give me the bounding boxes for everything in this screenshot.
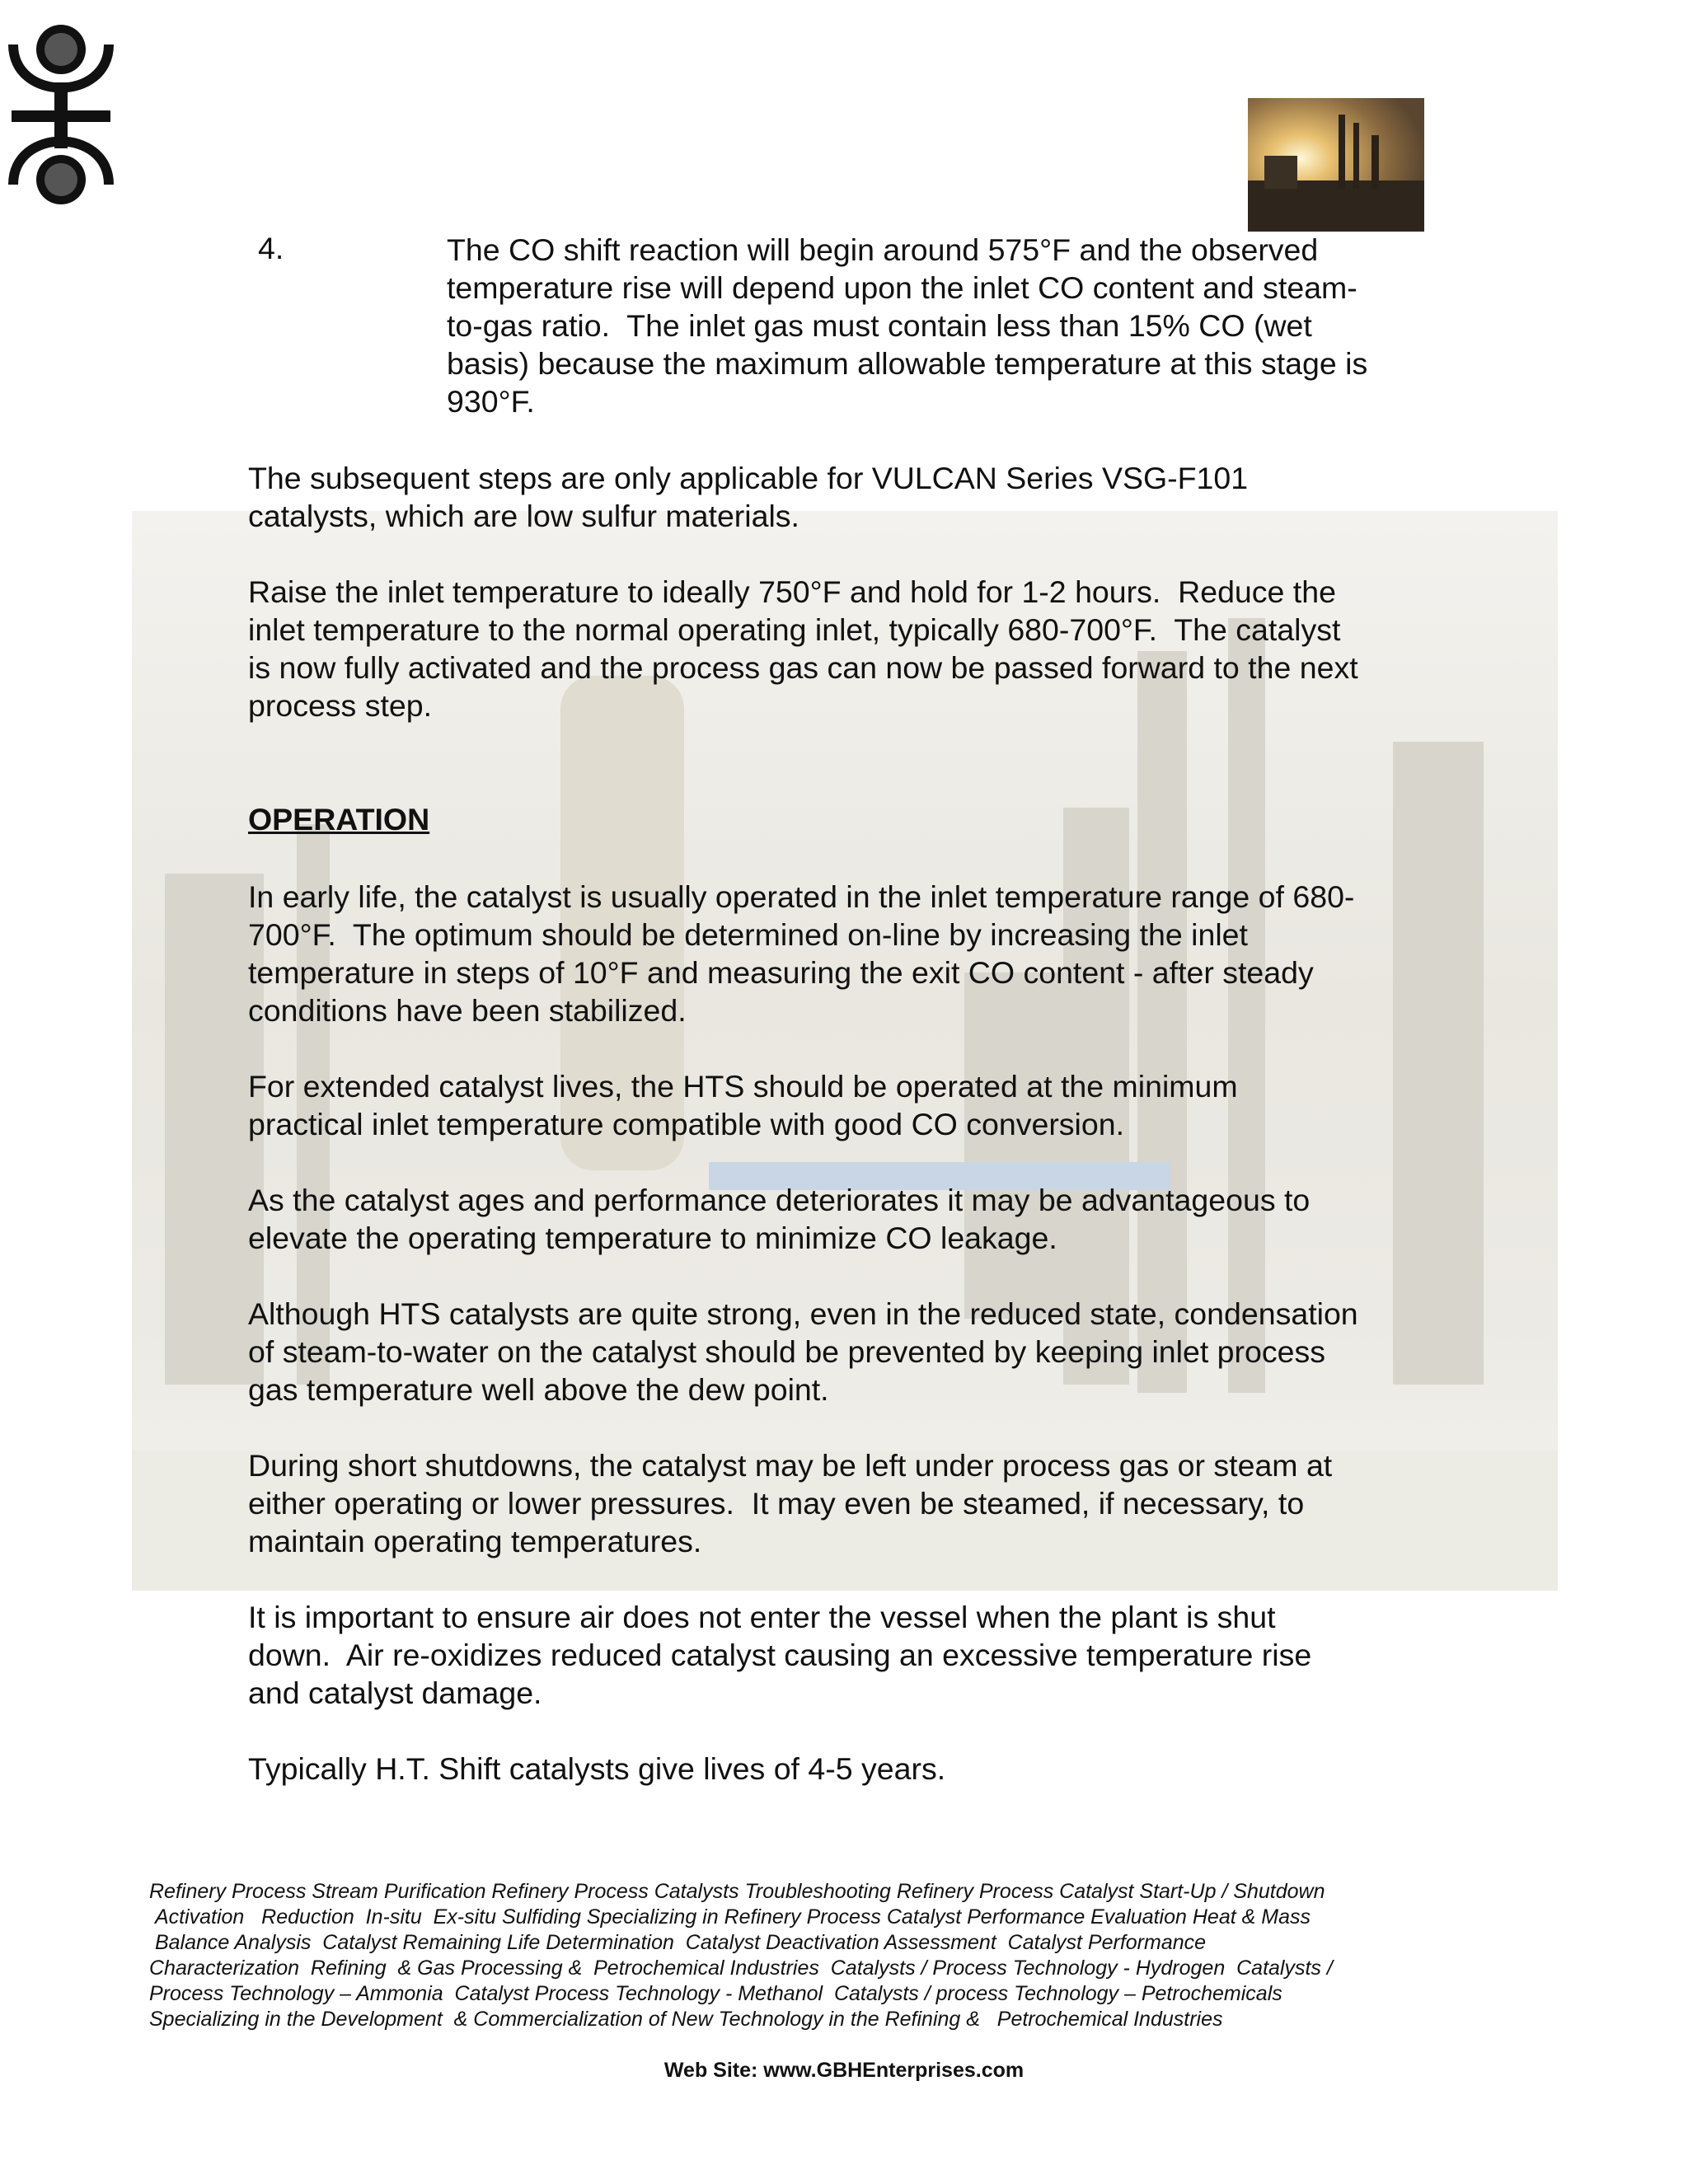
- paragraph-extended-lives: For extended catalyst lives, the HTS should be operated at the minimum practical inlet temperature compatible with good CO conversion.: [248, 1069, 1238, 1141]
- paragraph-early-life: In early life, the catalyst is usually operated in the inlet temperature range of 680- 700°F. The optimum should be determined on-line by increasing the inlet temperature in steps of 10°F and measuring the exit CO content - after steady conditions have been stabilized.: [248, 879, 1355, 1028]
- footer-website[interactable]: Web Site: www.GBHEnterprises.com: [663, 2059, 1025, 2082]
- paragraph-catalyst-ages: As the catalyst ages and performance deteriorates it may be advantageous to elevate the operating temperature to minimize CO leakage.: [248, 1183, 1311, 1255]
- paragraph-subsequent-steps: The subsequent steps are only applicable for VULCAN Series VSG-F101 catalysts, which are low sulfur materials.: [248, 461, 1249, 533]
- list-item-number: 4.: [258, 231, 284, 265]
- list-item-text: The CO shift reaction will begin around 575°F and the observed temperature rise will depend upon the inlet CO content and steam- to-gas ratio. The inlet gas must contain less than 15% CO (wet basis) because the maximum allowable temperature at this stage is 930°F.: [447, 232, 1368, 419]
- gbh-logo-icon: [7, 12, 115, 218]
- paragraph-air-entry: It is important to ensure air does not enter the vessel when the plant is shut down. Air re-oxidizes reduced catalyst causing an excessive temperature rise and catalyst damage.: [248, 1600, 1312, 1710]
- refinery-sunset-photo: [1248, 98, 1424, 232]
- footer-services-text: Refinery Process Stream Purification Refinery Process Catalysts Troubleshooting Refinery Process Catalyst Start-Up / Shutdown Activation Reduction In-situ Ex-situ Sulfiding Specializing in Refinery Process Catalyst Performance Evaluation Heat & Mass Balance Analysis Catalyst Remaining Life Determination Catalyst Deactivation Assessment Catalyst Performance Characterization Refining & Gas Processing & Petrochemical Industries Catalysts / Process Technology - Hydrogen Catalysts / Process Technology – Ammonia Catalyst Process Technology - Methanol Catalysts / process Technology – Petrochemicals Specializing in the Development & Commercialization of New Technology in the Refining & Petrochemical Industries: [149, 1880, 1333, 2031]
- paragraph-short-shutdowns: During short shutdowns, the catalyst may be left under process gas or steam at either operating or lower pressures. It may even be steamed, if necessary, to maintain operating temperatures.: [248, 1448, 1333, 1558]
- paragraph-raise-inlet: Raise the inlet temperature to ideally 750°F and hold for 1-2 hours. Reduce the inlet temperature to the normal operating inlet, typically 680-700°F. The catalyst is now fully activated and the process gas can now be passed forward to the next process step.: [248, 574, 1358, 723]
- paragraph-condensation: Although HTS catalysts are quite strong, even in the reduced state, condensation of steam-to-water on the catalyst should be prevented by keeping inlet process gas temperature well above the dew point.: [248, 1296, 1358, 1407]
- paragraph-catalyst-lives: Typically H.T. Shift catalysts give lives of 4-5 years.: [248, 1751, 946, 1786]
- section-heading-operation: OPERATION: [248, 802, 430, 837]
